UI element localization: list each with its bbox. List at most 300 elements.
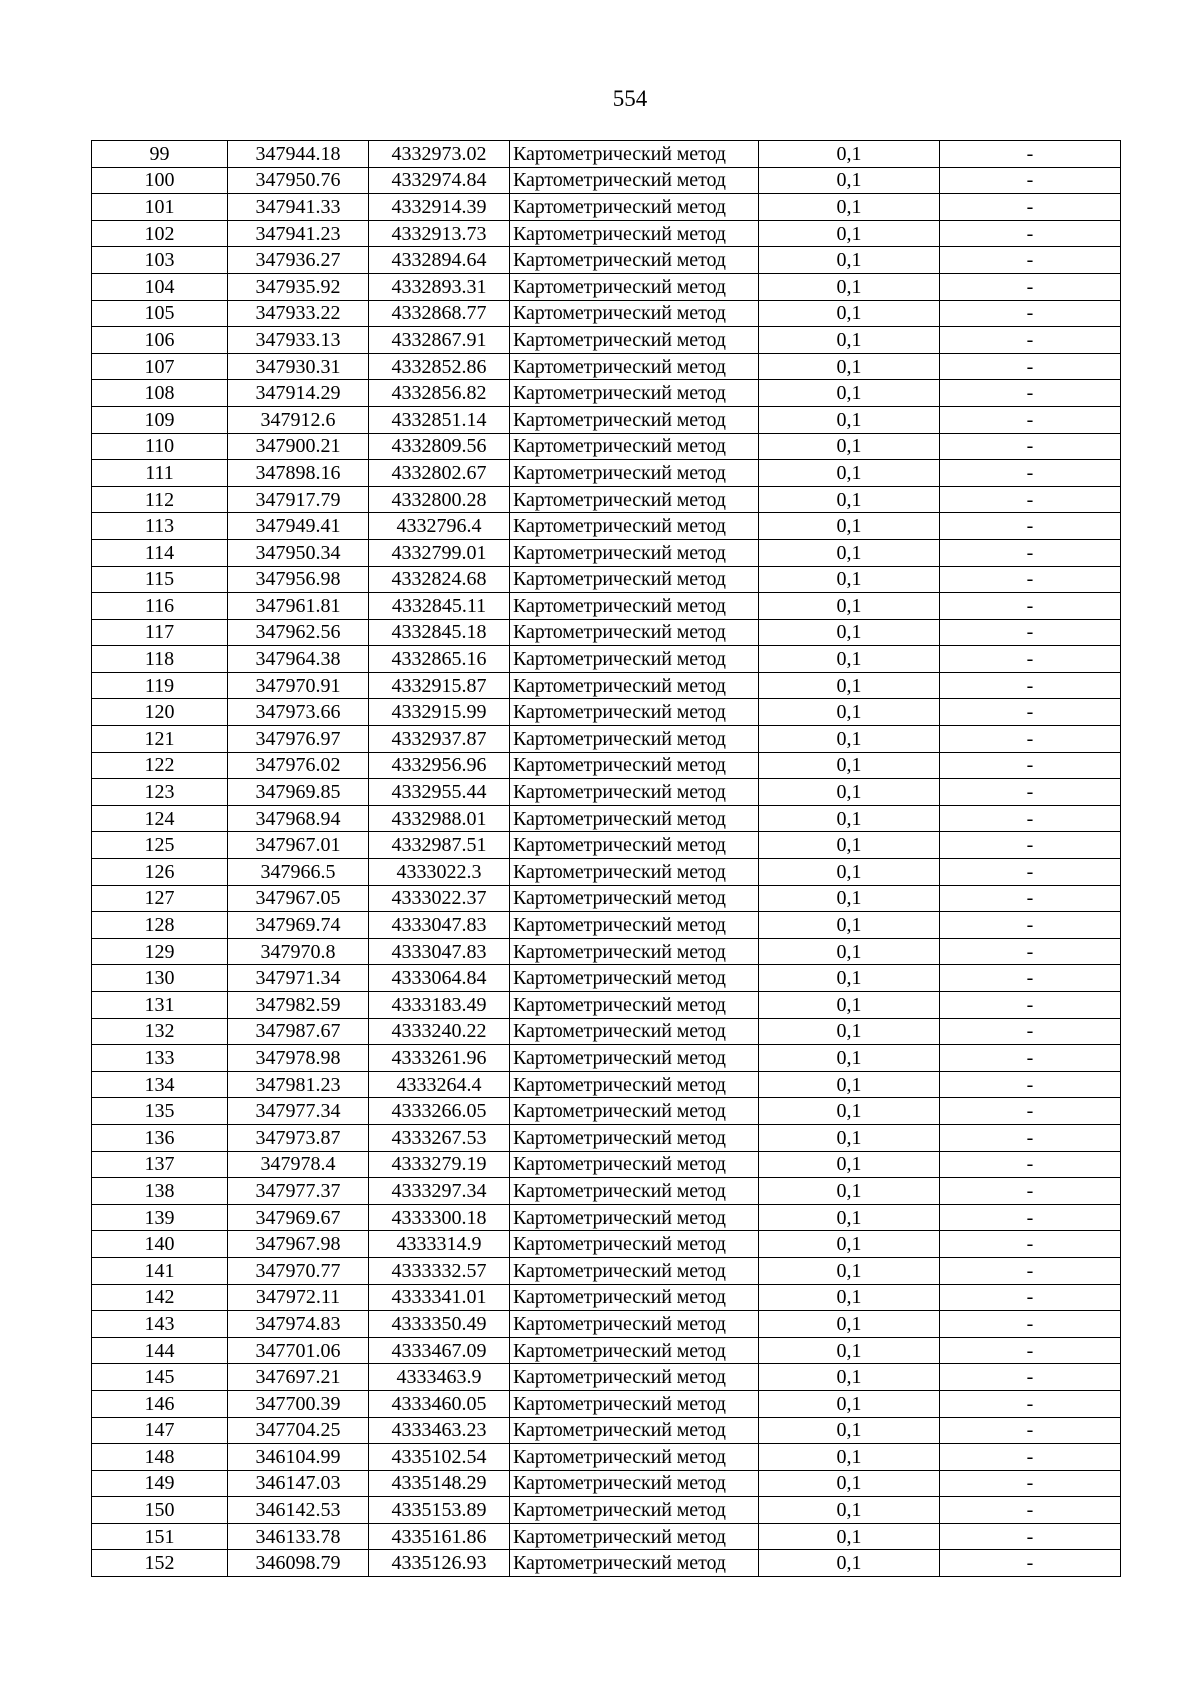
y-coordinate-cell: 4333314.9 <box>369 1231 510 1258</box>
note-cell: - <box>940 406 1121 433</box>
note-cell: - <box>940 1257 1121 1284</box>
accuracy-cell: 0,1 <box>759 1204 940 1231</box>
point-number-cell: 124 <box>92 805 228 832</box>
point-number-cell: 152 <box>92 1550 228 1577</box>
y-coordinate-cell: 4333047.83 <box>369 938 510 965</box>
note-cell: - <box>940 1390 1121 1417</box>
method-cell: Картометрический метод <box>510 593 759 620</box>
page-number: 554 <box>612 86 648 111</box>
note-cell: - <box>940 273 1121 300</box>
method-cell: Картометрический метод <box>510 1550 759 1577</box>
note-cell: - <box>940 832 1121 859</box>
table-row <box>92 486 1121 513</box>
table-row <box>92 992 1121 1019</box>
point-number-cell: 114 <box>92 539 228 566</box>
point-number-cell: 116 <box>92 593 228 620</box>
y-coordinate-cell: 4333022.37 <box>369 885 510 912</box>
accuracy-cell: 0,1 <box>759 779 940 806</box>
point-number-cell: 148 <box>92 1444 228 1471</box>
note-cell: - <box>940 566 1121 593</box>
x-coordinate-cell: 347961.81 <box>228 593 369 620</box>
x-coordinate-cell: 347981.23 <box>228 1071 369 1098</box>
note-cell: - <box>940 1124 1121 1151</box>
y-coordinate-cell: 4332845.11 <box>369 593 510 620</box>
table-row <box>92 273 1121 300</box>
table-row <box>92 1497 1121 1524</box>
table-row <box>92 406 1121 433</box>
note-cell: - <box>940 1497 1121 1524</box>
x-coordinate-cell: 347697.21 <box>228 1364 369 1391</box>
method-cell: Картометрический метод <box>510 619 759 646</box>
point-number-cell: 121 <box>92 726 228 753</box>
note-cell: - <box>940 699 1121 726</box>
point-number-cell: 103 <box>92 247 228 274</box>
y-coordinate-cell: 4333332.57 <box>369 1257 510 1284</box>
method-cell: Картометрический метод <box>510 1390 759 1417</box>
accuracy-cell: 0,1 <box>759 619 940 646</box>
x-coordinate-cell: 347987.67 <box>228 1018 369 1045</box>
note-cell: - <box>940 1284 1121 1311</box>
table-row <box>92 1231 1121 1258</box>
accuracy-cell: 0,1 <box>759 1417 940 1444</box>
table-row <box>92 859 1121 886</box>
accuracy-cell: 0,1 <box>759 593 940 620</box>
point-number-cell: 138 <box>92 1178 228 1205</box>
method-cell: Картометрический метод <box>510 1231 759 1258</box>
x-coordinate-cell: 347914.29 <box>228 380 369 407</box>
accuracy-cell: 0,1 <box>759 353 940 380</box>
y-coordinate-cell: 4333240.22 <box>369 1018 510 1045</box>
y-coordinate-cell: 4332800.28 <box>369 486 510 513</box>
accuracy-cell: 0,1 <box>759 885 940 912</box>
note-cell: - <box>940 1178 1121 1205</box>
y-coordinate-cell: 4332956.96 <box>369 752 510 779</box>
x-coordinate-cell: 347969.67 <box>228 1204 369 1231</box>
note-cell: - <box>940 220 1121 247</box>
method-cell: Картометрический метод <box>510 1257 759 1284</box>
method-cell: Картометрический метод <box>510 912 759 939</box>
note-cell: - <box>940 433 1121 460</box>
y-coordinate-cell: 4335161.86 <box>369 1523 510 1550</box>
y-coordinate-cell: 4333297.34 <box>369 1178 510 1205</box>
point-number-cell: 99 <box>92 141 228 168</box>
table-row <box>92 433 1121 460</box>
accuracy-cell: 0,1 <box>759 1018 940 1045</box>
method-cell: Картометрический метод <box>510 1311 759 1338</box>
table-row <box>92 167 1121 194</box>
accuracy-cell: 0,1 <box>759 327 940 354</box>
note-cell: - <box>940 1151 1121 1178</box>
accuracy-cell: 0,1 <box>759 672 940 699</box>
note-cell: - <box>940 1231 1121 1258</box>
point-number-cell: 126 <box>92 859 228 886</box>
table-row <box>92 938 1121 965</box>
point-number-cell: 127 <box>92 885 228 912</box>
point-number-cell: 137 <box>92 1151 228 1178</box>
x-coordinate-cell: 346104.99 <box>228 1444 369 1471</box>
x-coordinate-cell: 347700.39 <box>228 1390 369 1417</box>
y-coordinate-cell: 4332852.86 <box>369 353 510 380</box>
note-cell: - <box>940 1204 1121 1231</box>
x-coordinate-cell: 347970.8 <box>228 938 369 965</box>
method-cell: Картометрический метод <box>510 672 759 699</box>
x-coordinate-cell: 347933.13 <box>228 327 369 354</box>
point-number-cell: 144 <box>92 1337 228 1364</box>
y-coordinate-cell: 4335153.89 <box>369 1497 510 1524</box>
point-number-cell: 147 <box>92 1417 228 1444</box>
table-row <box>92 1045 1121 1072</box>
point-number-cell: 132 <box>92 1018 228 1045</box>
accuracy-cell: 0,1 <box>759 1178 940 1205</box>
x-coordinate-cell: 347936.27 <box>228 247 369 274</box>
accuracy-cell: 0,1 <box>759 699 940 726</box>
y-coordinate-cell: 4333183.49 <box>369 992 510 1019</box>
note-cell: - <box>940 486 1121 513</box>
x-coordinate-cell: 347976.97 <box>228 726 369 753</box>
table-row <box>92 1071 1121 1098</box>
y-coordinate-cell: 4332802.67 <box>369 460 510 487</box>
y-coordinate-cell: 4333463.23 <box>369 1417 510 1444</box>
method-cell: Картометрический метод <box>510 353 759 380</box>
y-coordinate-cell: 4332988.01 <box>369 805 510 832</box>
point-number-cell: 130 <box>92 965 228 992</box>
method-cell: Картометрический метод <box>510 1470 759 1497</box>
point-number-cell: 151 <box>92 1523 228 1550</box>
method-cell: Картометрический метод <box>510 646 759 673</box>
method-cell: Картометрический метод <box>510 167 759 194</box>
point-number-cell: 107 <box>92 353 228 380</box>
accuracy-cell: 0,1 <box>759 1390 940 1417</box>
x-coordinate-cell: 347704.25 <box>228 1417 369 1444</box>
point-number-cell: 112 <box>92 486 228 513</box>
accuracy-cell: 0,1 <box>759 992 940 1019</box>
table-row <box>92 141 1121 168</box>
accuracy-cell: 0,1 <box>759 1523 940 1550</box>
table-row <box>92 353 1121 380</box>
accuracy-cell: 0,1 <box>759 380 940 407</box>
point-number-cell: 136 <box>92 1124 228 1151</box>
method-cell: Картометрический метод <box>510 247 759 274</box>
note-cell: - <box>940 539 1121 566</box>
accuracy-cell: 0,1 <box>759 460 940 487</box>
method-cell: Картометрический метод <box>510 539 759 566</box>
note-cell: - <box>940 912 1121 939</box>
point-number-cell: 105 <box>92 300 228 327</box>
x-coordinate-cell: 347973.66 <box>228 699 369 726</box>
table-row <box>92 1311 1121 1338</box>
note-cell: - <box>940 885 1121 912</box>
x-coordinate-cell: 347970.91 <box>228 672 369 699</box>
note-cell: - <box>940 1071 1121 1098</box>
note-cell: - <box>940 779 1121 806</box>
x-coordinate-cell: 347701.06 <box>228 1337 369 1364</box>
y-coordinate-cell: 4332894.64 <box>369 247 510 274</box>
method-cell: Картометрический метод <box>510 992 759 1019</box>
accuracy-cell: 0,1 <box>759 141 940 168</box>
table-row <box>92 1257 1121 1284</box>
method-cell: Картометрический метод <box>510 779 759 806</box>
accuracy-cell: 0,1 <box>759 300 940 327</box>
point-number-cell: 109 <box>92 406 228 433</box>
accuracy-cell: 0,1 <box>759 912 940 939</box>
x-coordinate-cell: 347912.6 <box>228 406 369 433</box>
y-coordinate-cell: 4333467.09 <box>369 1337 510 1364</box>
method-cell: Картометрический метод <box>510 273 759 300</box>
x-coordinate-cell: 347930.31 <box>228 353 369 380</box>
y-coordinate-cell: 4332915.99 <box>369 699 510 726</box>
x-coordinate-cell: 347982.59 <box>228 992 369 1019</box>
point-number-cell: 117 <box>92 619 228 646</box>
note-cell: - <box>940 460 1121 487</box>
x-coordinate-cell: 347967.01 <box>228 832 369 859</box>
note-cell: - <box>940 1045 1121 1072</box>
table-row <box>92 1444 1121 1471</box>
point-number-cell: 115 <box>92 566 228 593</box>
note-cell: - <box>940 1470 1121 1497</box>
table-row <box>92 1204 1121 1231</box>
y-coordinate-cell: 4332856.82 <box>369 380 510 407</box>
method-cell: Картометрический метод <box>510 965 759 992</box>
x-coordinate-cell: 347933.22 <box>228 300 369 327</box>
note-cell: - <box>940 141 1121 168</box>
y-coordinate-cell: 4332974.84 <box>369 167 510 194</box>
x-coordinate-cell: 347974.83 <box>228 1311 369 1338</box>
table-row <box>92 619 1121 646</box>
y-coordinate-cell: 4335148.29 <box>369 1470 510 1497</box>
method-cell: Картометрический метод <box>510 380 759 407</box>
y-coordinate-cell: 4332799.01 <box>369 539 510 566</box>
x-coordinate-cell: 346142.53 <box>228 1497 369 1524</box>
x-coordinate-cell: 347944.18 <box>228 141 369 168</box>
table-row <box>92 513 1121 540</box>
method-cell: Картометрический метод <box>510 1178 759 1205</box>
point-number-cell: 120 <box>92 699 228 726</box>
y-coordinate-cell: 4333266.05 <box>369 1098 510 1125</box>
table-row <box>92 885 1121 912</box>
table-row <box>92 1470 1121 1497</box>
note-cell: - <box>940 965 1121 992</box>
table-row <box>92 380 1121 407</box>
x-coordinate-cell: 347956.98 <box>228 566 369 593</box>
accuracy-cell: 0,1 <box>759 1550 940 1577</box>
table-row <box>92 220 1121 247</box>
method-cell: Картометрический метод <box>510 859 759 886</box>
accuracy-cell: 0,1 <box>759 1337 940 1364</box>
y-coordinate-cell: 4332914.39 <box>369 194 510 221</box>
y-coordinate-cell: 4332867.91 <box>369 327 510 354</box>
y-coordinate-cell: 4333341.01 <box>369 1284 510 1311</box>
note-cell: - <box>940 726 1121 753</box>
accuracy-cell: 0,1 <box>759 433 940 460</box>
method-cell: Картометрический метод <box>510 885 759 912</box>
table-row <box>92 1284 1121 1311</box>
x-coordinate-cell: 347978.4 <box>228 1151 369 1178</box>
y-coordinate-cell: 4332796.4 <box>369 513 510 540</box>
y-coordinate-cell: 4333022.3 <box>369 859 510 886</box>
point-number-cell: 125 <box>92 832 228 859</box>
point-number-cell: 141 <box>92 1257 228 1284</box>
accuracy-cell: 0,1 <box>759 1284 940 1311</box>
accuracy-cell: 0,1 <box>759 1098 940 1125</box>
x-coordinate-cell: 347967.05 <box>228 885 369 912</box>
note-cell: - <box>940 938 1121 965</box>
coordinates-table-body <box>92 141 1121 1577</box>
method-cell: Картометрический метод <box>510 460 759 487</box>
note-cell: - <box>940 1337 1121 1364</box>
accuracy-cell: 0,1 <box>759 832 940 859</box>
note-cell: - <box>940 1311 1121 1338</box>
method-cell: Картометрический метод <box>510 1204 759 1231</box>
note-cell: - <box>940 1018 1121 1045</box>
x-coordinate-cell: 347964.38 <box>228 646 369 673</box>
table-row <box>92 699 1121 726</box>
accuracy-cell: 0,1 <box>759 1497 940 1524</box>
table-row <box>92 1151 1121 1178</box>
x-coordinate-cell: 347969.85 <box>228 779 369 806</box>
point-number-cell: 146 <box>92 1390 228 1417</box>
y-coordinate-cell: 4333064.84 <box>369 965 510 992</box>
method-cell: Картометрический метод <box>510 1444 759 1471</box>
accuracy-cell: 0,1 <box>759 965 940 992</box>
accuracy-cell: 0,1 <box>759 273 940 300</box>
table-row <box>92 672 1121 699</box>
note-cell: - <box>940 1523 1121 1550</box>
point-number-cell: 143 <box>92 1311 228 1338</box>
method-cell: Картометрический метод <box>510 1364 759 1391</box>
point-number-cell: 131 <box>92 992 228 1019</box>
table-row <box>92 327 1121 354</box>
x-coordinate-cell: 347962.56 <box>228 619 369 646</box>
x-coordinate-cell: 347977.34 <box>228 1098 369 1125</box>
point-number-cell: 150 <box>92 1497 228 1524</box>
accuracy-cell: 0,1 <box>759 220 940 247</box>
y-coordinate-cell: 4332973.02 <box>369 141 510 168</box>
x-coordinate-cell: 347950.34 <box>228 539 369 566</box>
table-row <box>92 646 1121 673</box>
table-row <box>92 1550 1121 1577</box>
x-coordinate-cell: 347978.98 <box>228 1045 369 1072</box>
point-number-cell: 145 <box>92 1364 228 1391</box>
table-row <box>92 1417 1121 1444</box>
y-coordinate-cell: 4332851.14 <box>369 406 510 433</box>
point-number-cell: 139 <box>92 1204 228 1231</box>
note-cell: - <box>940 1550 1121 1577</box>
accuracy-cell: 0,1 <box>759 513 940 540</box>
x-coordinate-cell: 347967.98 <box>228 1231 369 1258</box>
method-cell: Картометрический метод <box>510 752 759 779</box>
point-number-cell: 133 <box>92 1045 228 1072</box>
note-cell: - <box>940 194 1121 221</box>
x-coordinate-cell: 347973.87 <box>228 1124 369 1151</box>
x-coordinate-cell: 347976.02 <box>228 752 369 779</box>
x-coordinate-cell: 346147.03 <box>228 1470 369 1497</box>
y-coordinate-cell: 4332824.68 <box>369 566 510 593</box>
accuracy-cell: 0,1 <box>759 194 940 221</box>
x-coordinate-cell: 347900.21 <box>228 433 369 460</box>
point-number-cell: 101 <box>92 194 228 221</box>
accuracy-cell: 0,1 <box>759 486 940 513</box>
y-coordinate-cell: 4332865.16 <box>369 646 510 673</box>
y-coordinate-cell: 4333264.4 <box>369 1071 510 1098</box>
accuracy-cell: 0,1 <box>759 859 940 886</box>
point-number-cell: 129 <box>92 938 228 965</box>
table-row <box>92 832 1121 859</box>
method-cell: Картометрический метод <box>510 1071 759 1098</box>
point-number-cell: 106 <box>92 327 228 354</box>
accuracy-cell: 0,1 <box>759 1257 940 1284</box>
point-number-cell: 104 <box>92 273 228 300</box>
table-row <box>92 805 1121 832</box>
accuracy-cell: 0,1 <box>759 406 940 433</box>
accuracy-cell: 0,1 <box>759 1470 940 1497</box>
y-coordinate-cell: 4333267.53 <box>369 1124 510 1151</box>
point-number-cell: 123 <box>92 779 228 806</box>
point-number-cell: 108 <box>92 380 228 407</box>
y-coordinate-cell: 4332913.73 <box>369 220 510 247</box>
table-row <box>92 1523 1121 1550</box>
point-number-cell: 135 <box>92 1098 228 1125</box>
note-cell: - <box>940 300 1121 327</box>
note-cell: - <box>940 380 1121 407</box>
point-number-cell: 122 <box>92 752 228 779</box>
table-row <box>92 1178 1121 1205</box>
point-number-cell: 113 <box>92 513 228 540</box>
y-coordinate-cell: 4333047.83 <box>369 912 510 939</box>
note-cell: - <box>940 167 1121 194</box>
method-cell: Картометрический метод <box>510 726 759 753</box>
accuracy-cell: 0,1 <box>759 566 940 593</box>
note-cell: - <box>940 327 1121 354</box>
table-row <box>92 1364 1121 1391</box>
accuracy-cell: 0,1 <box>759 539 940 566</box>
note-cell: - <box>940 593 1121 620</box>
table-row <box>92 726 1121 753</box>
note-cell: - <box>940 247 1121 274</box>
note-cell: - <box>940 672 1121 699</box>
method-cell: Картометрический метод <box>510 1337 759 1364</box>
table-row <box>92 194 1121 221</box>
table-row <box>92 965 1121 992</box>
point-number-cell: 149 <box>92 1470 228 1497</box>
method-cell: Картометрический метод <box>510 1523 759 1550</box>
accuracy-cell: 0,1 <box>759 1045 940 1072</box>
method-cell: Картометрический метод <box>510 141 759 168</box>
method-cell: Картометрический метод <box>510 1124 759 1151</box>
accuracy-cell: 0,1 <box>759 1231 940 1258</box>
method-cell: Картометрический метод <box>510 1284 759 1311</box>
y-coordinate-cell: 4332915.87 <box>369 672 510 699</box>
accuracy-cell: 0,1 <box>759 726 940 753</box>
x-coordinate-cell: 346098.79 <box>228 1550 369 1577</box>
note-cell: - <box>940 859 1121 886</box>
table-row <box>92 1337 1121 1364</box>
table-row <box>92 1098 1121 1125</box>
note-cell: - <box>940 992 1121 1019</box>
note-cell: - <box>940 353 1121 380</box>
accuracy-cell: 0,1 <box>759 1151 940 1178</box>
method-cell: Картометрический метод <box>510 566 759 593</box>
accuracy-cell: 0,1 <box>759 247 940 274</box>
x-coordinate-cell: 347950.76 <box>228 167 369 194</box>
method-cell: Картометрический метод <box>510 1018 759 1045</box>
table-row <box>92 460 1121 487</box>
x-coordinate-cell: 346133.78 <box>228 1523 369 1550</box>
x-coordinate-cell: 347977.37 <box>228 1178 369 1205</box>
point-number-cell: 100 <box>92 167 228 194</box>
accuracy-cell: 0,1 <box>759 805 940 832</box>
x-coordinate-cell: 347966.5 <box>228 859 369 886</box>
accuracy-cell: 0,1 <box>759 646 940 673</box>
